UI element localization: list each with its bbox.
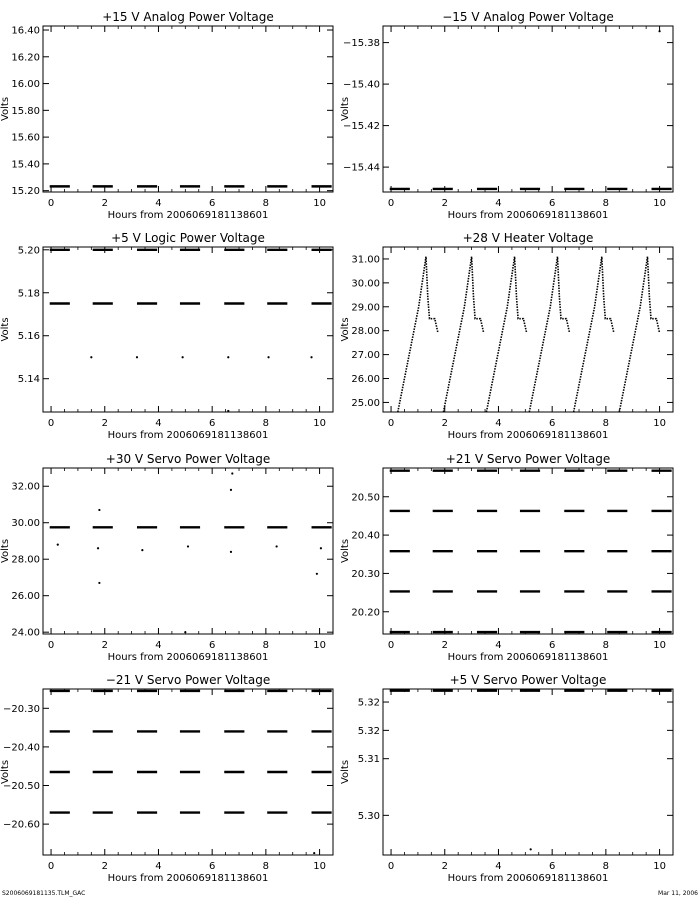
data-point <box>530 848 532 850</box>
data-point <box>57 544 59 546</box>
y-tick-label: 16.40 <box>11 25 40 37</box>
data-point <box>276 545 278 547</box>
x-axis-label: Hours from 2006069181138601 <box>107 430 269 441</box>
y-tick-label: 20.40 <box>351 530 380 542</box>
footer-date: Mar 11, 2006 <box>658 890 698 897</box>
x-tick-label: 6 <box>548 198 556 209</box>
y-tick-label: −15.38 <box>342 38 380 50</box>
x-tick-label: 10 <box>653 640 666 651</box>
data-point <box>136 356 138 358</box>
y-tick-label: 28.00 <box>351 326 380 338</box>
x-tick-label: 2 <box>441 861 448 872</box>
x-axis-label: Hours from 2006069181138601 <box>107 873 269 884</box>
y-tick-label: −20.40 <box>2 742 40 754</box>
x-tick-label: 6 <box>208 640 216 651</box>
x-tick-label: 0 <box>387 198 395 209</box>
x-tick-label: 6 <box>208 418 216 429</box>
y-tick-label: 27.00 <box>351 350 380 362</box>
chart-title: +15 V Analog Power Voltage <box>102 10 274 24</box>
x-tick-label: 10 <box>653 198 666 209</box>
data-point <box>230 551 232 553</box>
y-axis-label: Volts <box>0 317 11 342</box>
x-tick-label: 4 <box>495 198 502 209</box>
x-tick-label: 8 <box>262 418 270 429</box>
chart-title: −15 V Analog Power Voltage <box>442 10 614 24</box>
x-tick-label: 6 <box>208 198 216 209</box>
y-tick-label: −20.50 <box>2 781 40 793</box>
y-tick-label: 16.20 <box>11 52 40 64</box>
y-tick-label: 30.00 <box>351 278 380 290</box>
data-point <box>227 410 229 412</box>
x-tick-label: 8 <box>602 640 610 651</box>
y-axis-label: Volts <box>0 538 11 564</box>
y-tick-label: 28.00 <box>11 554 40 566</box>
x-axis-label: Hours from 2006069181138601 <box>107 652 269 663</box>
x-tick-label: 0 <box>387 640 395 651</box>
x-tick-label: 0 <box>387 418 395 429</box>
x-tick-label: 10 <box>653 418 666 429</box>
x-tick-label: 4 <box>495 861 502 872</box>
x-tick-label: 10 <box>653 861 666 872</box>
y-tick-label: 31.00 <box>351 254 380 266</box>
x-tick-label: 0 <box>47 198 55 209</box>
y-axis-label: Volts <box>0 759 11 785</box>
x-tick-label: 6 <box>548 418 556 429</box>
y-tick-label: 5.14 <box>17 374 40 386</box>
y-tick-label: −20.30 <box>2 703 40 715</box>
x-tick-label: 2 <box>441 418 448 429</box>
chart-panel <box>340 10 673 221</box>
y-tick-label: 15.20 <box>11 186 40 198</box>
x-tick-label: 8 <box>602 861 610 872</box>
chart-title: +5 V Servo Power Voltage <box>449 673 607 687</box>
data-point <box>316 573 318 575</box>
y-tick-label: 5.18 <box>17 288 40 300</box>
data-point <box>141 549 143 551</box>
chart-panel <box>0 231 333 441</box>
x-tick-label: 6 <box>548 640 556 651</box>
data-point <box>90 356 92 358</box>
chart-title: −21 V Servo Power Voltage <box>105 673 271 687</box>
y-tick-label: 5.30 <box>357 810 380 822</box>
plot-frame <box>43 247 333 412</box>
x-tick-label: 0 <box>47 640 55 651</box>
y-tick-label: 25.00 <box>351 397 380 409</box>
chart-panel <box>0 452 333 663</box>
x-tick-label: 10 <box>313 418 326 429</box>
y-tick-label: 16.00 <box>11 79 40 91</box>
chart-panel <box>0 673 333 884</box>
y-tick-label: 5.32 <box>357 697 380 709</box>
chart-panel <box>340 231 673 441</box>
data-point <box>313 852 315 854</box>
y-tick-label: 30.00 <box>11 518 40 530</box>
x-tick-label: 2 <box>101 418 108 429</box>
x-axis-label: Hours from 2006069181138601 <box>447 430 609 441</box>
x-tick-label: 8 <box>602 198 610 209</box>
data-point <box>320 547 322 549</box>
data-series-line <box>398 257 438 412</box>
y-tick-label: −20.60 <box>2 819 40 831</box>
y-tick-label: 26.00 <box>351 374 380 386</box>
data-series-line <box>574 257 614 412</box>
data-point <box>98 582 100 584</box>
data-point <box>227 356 229 358</box>
data-series-line <box>529 257 569 412</box>
x-tick-label: 2 <box>101 861 108 872</box>
y-axis-label: Volts <box>340 759 351 785</box>
y-tick-label: −15.40 <box>342 79 380 91</box>
y-tick-label: −15.44 <box>342 162 380 174</box>
data-point <box>182 356 184 358</box>
data-point <box>267 356 269 358</box>
x-tick-label: 8 <box>262 198 270 209</box>
y-axis-label: Volts <box>340 96 351 122</box>
y-tick-label: 5.32 <box>357 725 380 737</box>
data-point <box>231 472 233 474</box>
data-series-line <box>443 257 483 412</box>
y-tick-label: 24.00 <box>11 627 40 639</box>
x-tick-label: 4 <box>155 861 162 872</box>
y-tick-label: 20.20 <box>351 607 380 619</box>
y-tick-label: 26.00 <box>11 591 40 603</box>
data-point <box>658 30 660 32</box>
data-point <box>230 489 232 491</box>
data-series-line <box>486 257 526 412</box>
data-point <box>310 356 312 358</box>
chart-panel <box>0 10 333 221</box>
x-tick-label: 8 <box>262 640 270 651</box>
x-tick-label: 2 <box>101 640 108 651</box>
x-tick-label: 0 <box>47 861 55 872</box>
x-tick-label: 8 <box>602 418 610 429</box>
x-tick-label: 10 <box>313 198 326 209</box>
y-tick-label: 29.00 <box>351 302 380 314</box>
x-axis-label: Hours from 2006069181138601 <box>107 210 269 221</box>
x-axis-label: Hours from 2006069181138601 <box>447 210 609 221</box>
y-tick-label: 5.16 <box>17 331 40 343</box>
x-tick-label: 4 <box>495 640 502 651</box>
plot-frame <box>383 26 673 192</box>
y-axis-label: Volts <box>340 317 351 342</box>
data-point <box>98 509 100 511</box>
x-axis-label: Hours from 2006069181138601 <box>447 652 609 663</box>
chart-panel <box>340 673 673 884</box>
data-point <box>97 547 99 549</box>
y-tick-label: 20.50 <box>351 492 380 504</box>
x-tick-label: 10 <box>313 640 326 651</box>
x-tick-label: 2 <box>101 198 108 209</box>
data-point <box>184 631 186 633</box>
plot-frame <box>43 26 333 192</box>
footer-file-id: S2006069181135.TLM_GAC <box>2 890 86 897</box>
x-tick-label: 2 <box>441 198 448 209</box>
chart-panel <box>340 452 673 663</box>
y-tick-label: 15.80 <box>11 105 40 117</box>
x-tick-label: 0 <box>47 418 55 429</box>
y-tick-label: 5.31 <box>357 754 380 766</box>
chart-title: +21 V Servo Power Voltage <box>445 452 611 466</box>
chart-title: +5 V Logic Power Voltage <box>111 231 265 245</box>
plot-frame <box>43 468 333 634</box>
x-tick-label: 2 <box>441 640 448 651</box>
x-tick-label: 4 <box>155 198 162 209</box>
x-tick-label: 10 <box>313 861 326 872</box>
x-tick-label: 4 <box>495 418 502 429</box>
chart-title: +30 V Servo Power Voltage <box>105 452 271 466</box>
x-tick-label: 0 <box>387 861 395 872</box>
y-tick-label: 15.40 <box>11 159 40 171</box>
y-tick-label: −15.42 <box>342 121 380 133</box>
chart-title: +28 V Heater Voltage <box>462 231 594 245</box>
x-axis-label: Hours from 2006069181138601 <box>447 873 609 884</box>
y-tick-label: 5.20 <box>17 245 40 257</box>
y-tick-label: 32.00 <box>11 481 40 493</box>
x-tick-label: 4 <box>155 418 162 429</box>
x-tick-label: 8 <box>262 861 270 872</box>
y-axis-label: Volts <box>340 538 351 564</box>
plot-frame <box>383 689 673 855</box>
x-tick-label: 4 <box>155 640 162 651</box>
x-tick-label: 6 <box>208 861 216 872</box>
y-axis-label: Volts <box>0 96 11 122</box>
data-point <box>187 545 189 547</box>
y-tick-label: 15.60 <box>11 132 40 144</box>
data-series-line <box>619 257 659 412</box>
y-tick-label: 20.30 <box>351 568 380 580</box>
x-tick-label: 6 <box>548 861 556 872</box>
